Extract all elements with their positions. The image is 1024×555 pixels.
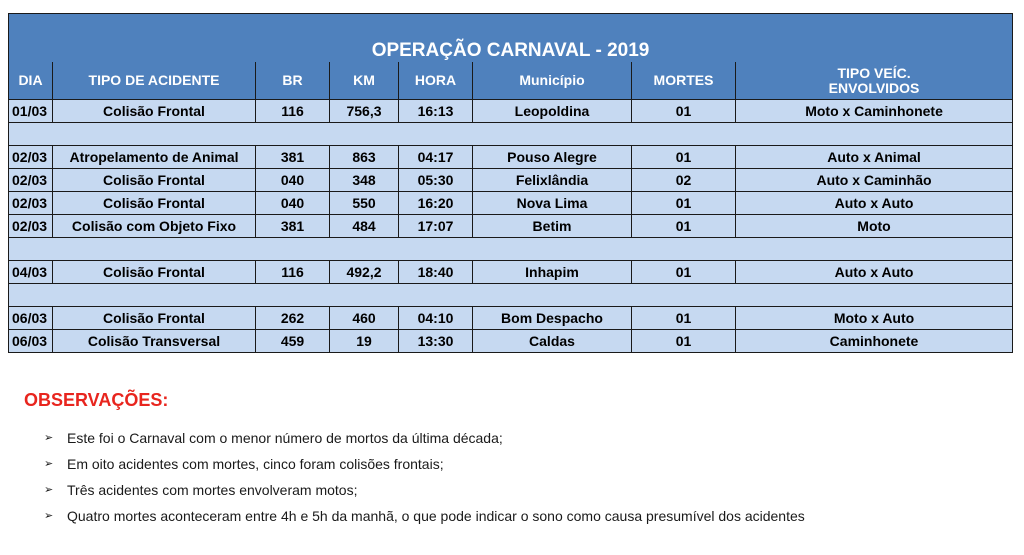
cell-dia: 06/03 xyxy=(9,330,53,353)
arrow-bullet-icon: ➢ xyxy=(44,484,54,496)
arrow-bullet-icon: ➢ xyxy=(44,510,54,522)
cell-km: 460 xyxy=(330,307,399,330)
cell-br: 116 xyxy=(256,100,330,123)
spacer-cell xyxy=(9,238,1013,261)
list-item xyxy=(44,454,805,480)
cell-mortes: 01 xyxy=(632,215,736,238)
cell-km: 550 xyxy=(330,192,399,215)
cell-br: 116 xyxy=(256,261,330,284)
cell-br: 381 xyxy=(256,215,330,238)
arrow-bullet-icon: ➢ xyxy=(44,432,54,444)
header-tipo-veiculos-line1: TIPO VEÍC. xyxy=(837,64,911,81)
cell-km: 484 xyxy=(330,215,399,238)
cell-municipio: Felixlândia xyxy=(473,169,632,192)
cell-veiculos: Moto x Caminhonete xyxy=(736,100,1013,123)
header-tipo-acidente: TIPO DE ACIDENTE xyxy=(53,62,256,100)
cell-dia: 02/03 xyxy=(9,146,53,169)
cell-hora: 18:40 xyxy=(399,261,473,284)
cell-br: 262 xyxy=(256,307,330,330)
cell-veiculos: Caminhonete xyxy=(736,330,1013,353)
cell-hora: 16:20 xyxy=(399,192,473,215)
cell-municipio: Pouso Alegre xyxy=(473,146,632,169)
cell-hora: 04:10 xyxy=(399,307,473,330)
cell-hora: 04:17 xyxy=(399,146,473,169)
cell-br: 040 xyxy=(256,192,330,215)
cell-mortes: 01 xyxy=(632,261,736,284)
cell-km: 492,2 xyxy=(330,261,399,284)
cell-mortes: 01 xyxy=(632,330,736,353)
cell-dia: 02/03 xyxy=(9,192,53,215)
list-item xyxy=(44,506,805,532)
table-spacer-row xyxy=(9,238,1013,261)
header-br: BR xyxy=(256,62,330,100)
cell-mortes: 01 xyxy=(632,100,736,123)
header-tipo-veiculos-line2: ENVOLVIDOS xyxy=(828,79,920,96)
observation-text: Em oito acidentes com mortes, cinco foram colisões frontais; xyxy=(67,456,444,472)
cell-municipio: Caldas xyxy=(473,330,632,353)
cell-dia: 06/03 xyxy=(9,307,53,330)
cell-tipo: Colisão com Objeto Fixo xyxy=(53,215,256,238)
cell-mortes: 01 xyxy=(632,146,736,169)
table-row xyxy=(9,307,1013,330)
table-row xyxy=(9,215,1013,238)
spacer-cell xyxy=(9,284,1013,307)
cell-tipo: Colisão Frontal xyxy=(53,100,256,123)
cell-municipio: Betim xyxy=(473,215,632,238)
cell-dia: 02/03 xyxy=(9,215,53,238)
cell-municipio: Leopoldina xyxy=(473,100,632,123)
table-row xyxy=(9,100,1013,123)
cell-km: 19 xyxy=(330,330,399,353)
cell-hora: 13:30 xyxy=(399,330,473,353)
cell-dia: 02/03 xyxy=(9,169,53,192)
observations-title: OBSERVAÇÕES: xyxy=(24,390,169,410)
header-km: KM xyxy=(330,62,399,100)
cell-tipo: Colisão Frontal xyxy=(53,192,256,215)
cell-municipio: Bom Despacho xyxy=(473,307,632,330)
cell-km: 863 xyxy=(330,146,399,169)
cell-veiculos: Moto xyxy=(736,215,1013,238)
cell-tipo: Colisão Frontal xyxy=(53,169,256,192)
cell-veiculos: Auto x Caminhão xyxy=(736,169,1013,192)
observations-list xyxy=(44,428,805,532)
cell-veiculos: Auto x Auto xyxy=(736,192,1013,215)
cell-mortes: 02 xyxy=(632,169,736,192)
observation-text: Quatro mortes aconteceram entre 4h e 5h da manhã, o que pode indicar o sono como causa presumível dos acidentes xyxy=(67,508,805,524)
header-dia: DIA xyxy=(9,62,53,100)
table-title: OPERAÇÃO CARNAVAL - 2019 xyxy=(9,14,1013,63)
cell-mortes: 01 xyxy=(632,192,736,215)
cell-tipo: Colisão Frontal xyxy=(53,307,256,330)
table-spacer-row xyxy=(9,284,1013,307)
table-row xyxy=(9,261,1013,284)
table-row xyxy=(9,192,1013,215)
cell-mortes: 01 xyxy=(632,307,736,330)
table-row xyxy=(9,169,1013,192)
cell-br: 459 xyxy=(256,330,330,353)
list-item xyxy=(44,480,805,506)
table-row xyxy=(9,330,1013,353)
cell-veiculos: Auto x Auto xyxy=(736,261,1013,284)
table-row xyxy=(9,146,1013,169)
table-spacer-row xyxy=(9,123,1013,146)
cell-municipio: Inhapim xyxy=(473,261,632,284)
cell-br: 381 xyxy=(256,146,330,169)
cell-br: 040 xyxy=(256,169,330,192)
spacer-cell xyxy=(9,123,1013,146)
accident-table xyxy=(8,13,1013,353)
observation-text: Este foi o Carnaval com o menor número de mortos da última década; xyxy=(67,430,503,446)
list-item xyxy=(44,428,805,454)
cell-hora: 16:13 xyxy=(399,100,473,123)
cell-tipo: Colisão Frontal xyxy=(53,261,256,284)
cell-km: 348 xyxy=(330,169,399,192)
header-hora: HORA xyxy=(399,62,473,100)
cell-km: 756,3 xyxy=(330,100,399,123)
table-title-row xyxy=(9,14,1013,63)
header-municipio: Município xyxy=(473,62,632,100)
arrow-bullet-icon: ➢ xyxy=(44,458,54,470)
cell-municipio: Nova Lima xyxy=(473,192,632,215)
cell-dia: 04/03 xyxy=(9,261,53,284)
header-tipo-veiculos xyxy=(736,62,1013,100)
cell-tipo: Atropelamento de Animal xyxy=(53,146,256,169)
cell-dia: 01/03 xyxy=(9,100,53,123)
cell-tipo: Colisão Transversal xyxy=(53,330,256,353)
header-mortes: MORTES xyxy=(632,62,736,100)
table-header-row xyxy=(9,62,1013,100)
cell-veiculos: Moto x Auto xyxy=(736,307,1013,330)
observation-text: Três acidentes com mortes envolveram motos; xyxy=(67,482,358,498)
cell-hora: 05:30 xyxy=(399,169,473,192)
cell-veiculos: Auto x Animal xyxy=(736,146,1013,169)
cell-hora: 17:07 xyxy=(399,215,473,238)
